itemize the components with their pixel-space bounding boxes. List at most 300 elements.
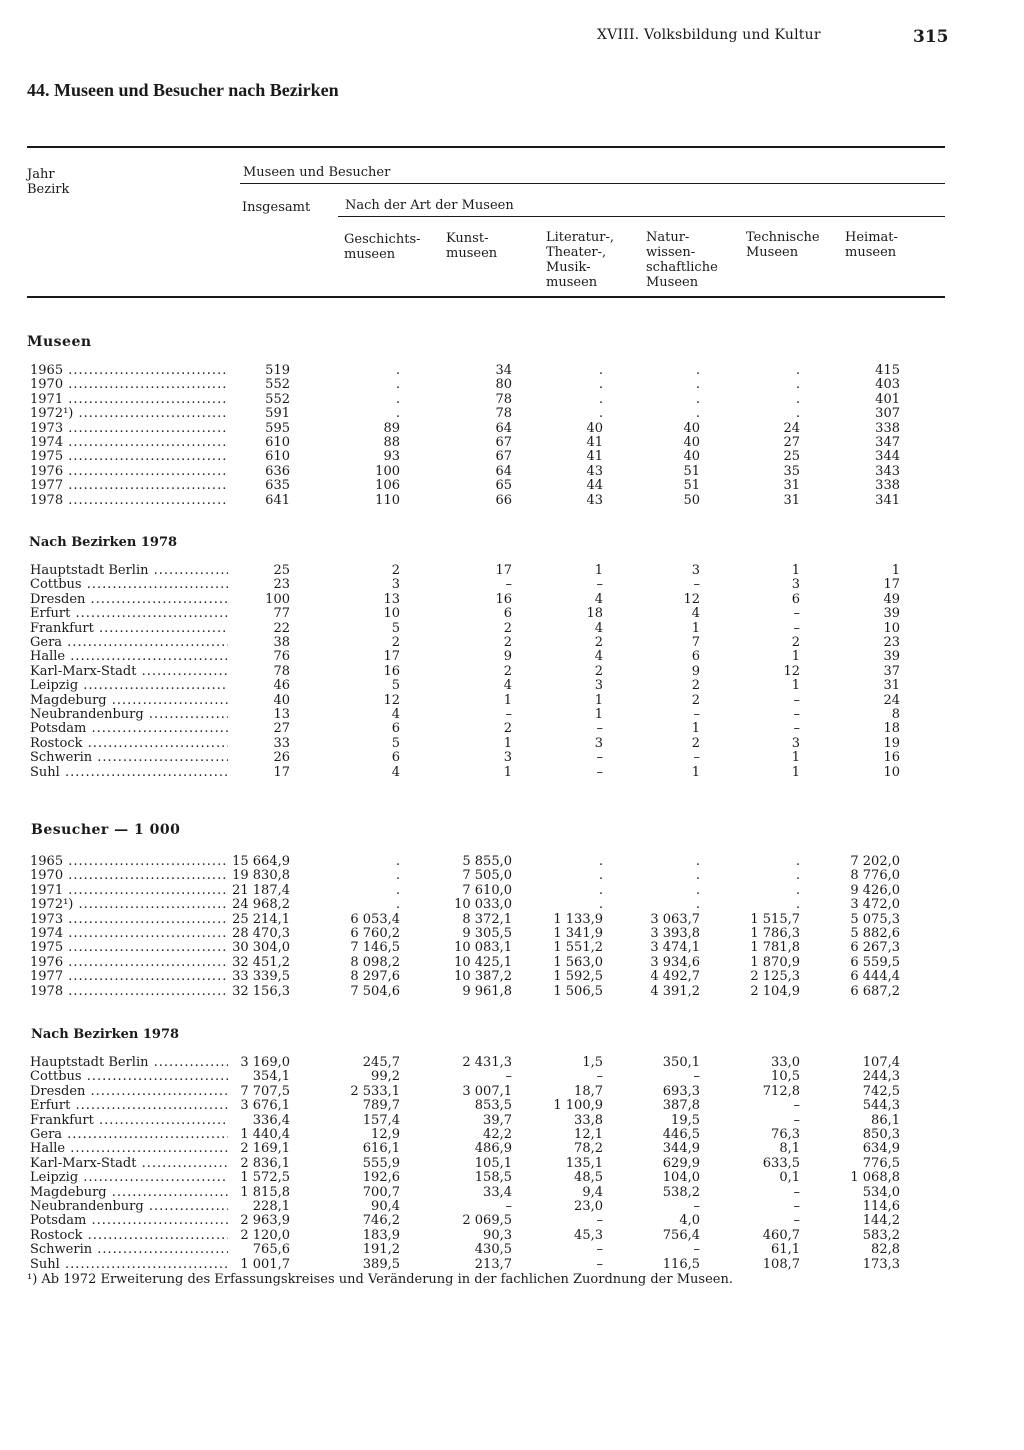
cell-literature: 2	[594, 635, 603, 650]
cell-literature: .	[598, 897, 603, 913]
cell-technical: 1 515,7	[750, 911, 800, 927]
table-row	[0, 854, 1024, 869]
cell-local-history: 1 068,8	[850, 1170, 900, 1186]
table-row	[0, 926, 1024, 941]
cell-literature: 1 341,9	[553, 926, 603, 941]
cell-total: 1 572,5	[240, 1170, 290, 1186]
table-row	[0, 621, 1024, 636]
cell-literature: 1	[594, 692, 603, 708]
cell-total: 519	[265, 363, 290, 378]
cell-natural-science: 104,0	[662, 1170, 700, 1186]
cell-natural-science: .	[695, 868, 700, 884]
table-row	[0, 392, 1024, 407]
row-label: 1972¹) .....	[30, 897, 228, 912]
cell-total: 25 214,1	[232, 911, 290, 927]
cell-local-history: 534,0	[862, 1184, 900, 1200]
cell-local-history: 341	[875, 492, 900, 508]
cell-literature: .	[598, 854, 603, 869]
cell-technical: –	[793, 1213, 800, 1229]
cell-total: 21 187,4	[232, 882, 290, 898]
row-label: Halle .....	[30, 1141, 228, 1156]
cell-art: 853,5	[474, 1098, 512, 1114]
cell-technical: 76,3	[771, 1127, 800, 1142]
cell-natural-science: 1	[691, 620, 700, 636]
cell-technical: .	[795, 868, 800, 884]
row-label: Erfurt .....	[30, 606, 228, 621]
cell-natural-science: 40	[683, 449, 700, 465]
cell-total: 46	[273, 678, 290, 694]
cell-literature: .	[598, 377, 603, 393]
cell-natural-science: 693,3	[662, 1083, 700, 1099]
cell-art: 17	[495, 563, 512, 578]
cell-technical: 1	[791, 649, 800, 665]
table-row	[0, 1084, 1024, 1099]
row-label: Neubrandenburg .....	[30, 1199, 228, 1214]
table-row	[0, 1257, 1024, 1272]
cell-technical: 25	[783, 449, 800, 465]
cell-history: 99,2	[371, 1069, 400, 1085]
cell-history: 12,9	[371, 1127, 400, 1142]
cell-total: 13	[273, 707, 290, 722]
table-row	[0, 577, 1024, 592]
cell-total: 25	[273, 563, 290, 578]
cell-literature: .	[598, 882, 603, 898]
cell-technical: –	[793, 620, 800, 636]
cell-natural-science: 4,0	[679, 1213, 700, 1229]
column-header-natural-science: Natur- wissen- schaftliche Museen	[646, 230, 718, 290]
row-label: 1978 .....	[30, 984, 228, 999]
cell-art: 2	[503, 663, 512, 679]
cell-total: 19 830,8	[232, 868, 290, 884]
row-label: 1970 .....	[30, 377, 228, 392]
cell-local-history: 8 776,0	[850, 868, 900, 884]
cell-history: 4	[391, 707, 400, 722]
cell-technical: 2 104,9	[750, 983, 800, 999]
cell-total: 610	[265, 435, 290, 450]
cell-technical: 10,5	[771, 1069, 800, 1085]
row-label: Leipzig .....	[30, 1170, 228, 1185]
column-header-history: Geschichts- museen	[344, 232, 421, 262]
cell-total: 38	[273, 635, 290, 650]
cell-art: 2 431,3	[462, 1055, 512, 1070]
row-label: 1975 .....	[30, 449, 228, 464]
cell-technical: .	[795, 897, 800, 913]
cell-total: 100	[265, 591, 290, 607]
cell-literature: 4	[594, 649, 603, 665]
cell-history: 2	[391, 563, 400, 578]
cell-literature: 3	[594, 735, 603, 751]
cell-local-history: 173,3	[862, 1256, 900, 1272]
cell-literature: 12,1	[574, 1127, 603, 1142]
cell-history: 700,7	[362, 1184, 400, 1200]
cell-total: 3 169,0	[240, 1055, 290, 1070]
cell-technical: –	[793, 707, 800, 722]
cell-total: 636	[265, 463, 290, 479]
row-label: Suhl .....	[30, 1257, 228, 1272]
cell-art: 1	[503, 764, 512, 780]
table-row	[0, 969, 1024, 984]
cell-local-history: 634,9	[862, 1141, 900, 1157]
cell-total: 17	[273, 764, 290, 780]
cell-literature: .	[598, 363, 603, 378]
cell-history: 191,2	[362, 1242, 400, 1258]
cell-total: 591	[265, 406, 290, 422]
cell-history: 7 146,5	[350, 940, 400, 956]
cell-local-history: 144,2	[862, 1213, 900, 1229]
row-label: Potsdam .....	[30, 1213, 228, 1228]
cell-literature: 1 133,9	[553, 911, 603, 927]
cell-local-history: 31	[883, 678, 900, 694]
table-row	[0, 721, 1024, 736]
table-row	[0, 1098, 1024, 1113]
cell-local-history: 742,5	[862, 1083, 900, 1099]
cell-history: 555,9	[362, 1155, 400, 1171]
cell-art: 486,9	[474, 1141, 512, 1157]
cell-technical: 1 781,8	[750, 940, 800, 956]
row-label: Potsdam .....	[30, 721, 228, 736]
cell-art: 2	[503, 721, 512, 737]
row-label: Cottbus .....	[30, 1069, 228, 1084]
cell-history: 7 504,6	[350, 983, 400, 999]
cell-literature: 3	[594, 678, 603, 694]
cell-natural-science: 19,5	[671, 1112, 700, 1128]
row-label: 1972¹) .....	[30, 406, 228, 421]
cell-history: 93	[383, 449, 400, 465]
cell-local-history: 19	[883, 735, 900, 751]
cell-technical: –	[793, 1199, 800, 1214]
cell-natural-science: .	[695, 897, 700, 913]
table-row	[0, 750, 1024, 765]
cell-total: 635	[265, 478, 290, 494]
table-row	[0, 1156, 1024, 1171]
cell-natural-science: 4 492,7	[650, 969, 700, 985]
cell-local-history: 7 202,0	[850, 854, 900, 869]
group-rule	[240, 183, 945, 184]
cell-local-history: 5 075,3	[850, 911, 900, 927]
row-label: 1973 .....	[30, 912, 228, 927]
cell-literature: .	[598, 868, 603, 884]
cell-local-history: 344	[875, 449, 900, 465]
cell-total: 24 968,2	[232, 897, 290, 913]
cell-natural-science: 344,9	[662, 1141, 700, 1157]
cell-total: 610	[265, 449, 290, 465]
cell-total: 22	[273, 620, 290, 636]
row-label: 1965 .....	[30, 854, 228, 869]
cell-technical: –	[793, 721, 800, 737]
cell-natural-science: 387,8	[662, 1098, 700, 1114]
cell-literature: 78,2	[574, 1141, 603, 1157]
cell-total: 641	[265, 492, 290, 508]
cell-total: 32 156,3	[232, 983, 290, 999]
cell-literature: 1 592,5	[553, 969, 603, 985]
cell-art: 10 083,1	[454, 940, 512, 956]
cell-local-history: 107,4	[862, 1055, 900, 1070]
row-label: Schwerin .....	[30, 750, 228, 765]
cell-history: 90,4	[371, 1199, 400, 1214]
subsection-title-museums-districts: Nach Bezirken 1978	[29, 535, 178, 550]
cell-technical: 24	[783, 420, 800, 436]
table-row	[0, 464, 1024, 479]
cell-technical: 3	[791, 735, 800, 751]
cell-literature: 43	[586, 463, 603, 479]
cell-history: 10	[383, 606, 400, 622]
row-label: 1974 .....	[30, 926, 228, 941]
cell-total: 595	[265, 420, 290, 436]
cell-art: 3	[503, 750, 512, 766]
row-label: Halle .....	[30, 649, 228, 664]
cell-local-history: 6 687,2	[850, 983, 900, 999]
cell-total: 552	[265, 377, 290, 393]
cell-art: 9 961,8	[462, 983, 512, 999]
cell-technical: 35	[783, 463, 800, 479]
table-row	[0, 897, 1024, 912]
cell-history: 5	[391, 678, 400, 694]
row-label: Dresden .....	[30, 1084, 228, 1099]
cell-local-history: 5 882,6	[850, 926, 900, 941]
table-row	[0, 736, 1024, 751]
table-row	[0, 1199, 1024, 1214]
cell-literature: 45,3	[574, 1227, 603, 1243]
table-row	[0, 377, 1024, 392]
cell-history: 12	[383, 692, 400, 708]
cell-art: 1	[503, 692, 512, 708]
cell-natural-science: 116,5	[662, 1256, 700, 1272]
cell-history: .	[395, 882, 400, 898]
header-bottom-rule	[27, 296, 945, 298]
cell-literature: 18,7	[574, 1083, 603, 1099]
cell-literature: 1,5	[582, 1055, 603, 1070]
cell-total: 28 470,3	[232, 926, 290, 941]
cell-natural-science: 3	[691, 563, 700, 578]
cell-art: 42,2	[483, 1127, 512, 1142]
cell-history: 616,1	[362, 1141, 400, 1157]
row-label: Magdeburg .....	[30, 1185, 228, 1200]
cell-technical: 31	[783, 492, 800, 508]
cell-total: 336,4	[252, 1112, 290, 1128]
row-label: 1976 .....	[30, 464, 228, 479]
table-row	[0, 1213, 1024, 1228]
cell-art: 67	[495, 435, 512, 450]
table-row	[0, 421, 1024, 436]
cell-technical: .	[795, 391, 800, 407]
cell-total: 2 963,9	[240, 1213, 290, 1229]
cell-total: 33	[273, 735, 290, 751]
cell-natural-science: 3 393,8	[650, 926, 700, 941]
table-row	[0, 493, 1024, 508]
section-title-museums: Museen	[27, 334, 92, 350]
cell-history: 110	[375, 492, 400, 508]
cell-total: 1 001,7	[240, 1256, 290, 1272]
cell-history: .	[395, 897, 400, 913]
row-label: Hauptstadt Berlin .....	[30, 563, 228, 578]
cell-natural-science: 51	[683, 463, 700, 479]
cell-natural-science: 4 391,2	[650, 983, 700, 999]
cell-technical: –	[793, 1098, 800, 1114]
row-label: Gera .....	[30, 635, 228, 650]
cell-history: 17	[383, 649, 400, 665]
table-row	[0, 868, 1024, 883]
cell-local-history: 86,1	[871, 1112, 900, 1128]
column-header-art: Kunst- museen	[446, 231, 498, 261]
cell-technical: .	[795, 882, 800, 898]
cell-technical: 1	[791, 563, 800, 578]
group-label: Museen und Besucher	[243, 165, 391, 180]
cell-local-history: 9 426,0	[850, 882, 900, 898]
subsection-title-visitors-districts: Nach Bezirken 1978	[31, 1027, 180, 1042]
cell-history: 89	[383, 420, 400, 436]
cell-literature: 1 563,0	[553, 954, 603, 970]
cell-history: 8 098,2	[350, 954, 400, 970]
cell-total: 78	[273, 663, 290, 679]
cell-history: 5	[391, 620, 400, 636]
table-row	[0, 1113, 1024, 1128]
cell-natural-science: .	[695, 882, 700, 898]
cell-literature: 1	[594, 707, 603, 722]
cell-literature: 4	[594, 591, 603, 607]
cell-literature: 9,4	[582, 1184, 603, 1200]
cell-total: 30 304,0	[232, 940, 290, 956]
cell-local-history: 49	[883, 591, 900, 607]
cell-history: .	[395, 854, 400, 869]
row-label: Rostock .....	[30, 736, 228, 751]
row-label: Gera .....	[30, 1127, 228, 1142]
type-group-rule	[338, 216, 945, 217]
cell-literature: 44	[586, 478, 603, 494]
cell-technical: .	[795, 377, 800, 393]
cell-literature: –	[596, 764, 603, 780]
cell-total: 3 676,1	[240, 1098, 290, 1114]
cell-natural-science: 3 474,1	[650, 940, 700, 956]
cell-art: 66	[495, 492, 512, 508]
cell-local-history: 401	[875, 391, 900, 407]
cell-natural-science: 40	[683, 435, 700, 450]
cell-local-history: 39	[883, 649, 900, 665]
table-row	[0, 649, 1024, 664]
cell-natural-science: .	[695, 854, 700, 869]
cell-natural-science: 7	[691, 635, 700, 650]
cell-literature: –	[596, 1069, 603, 1085]
row-label: Frankfurt .....	[30, 1113, 228, 1128]
cell-art: 8 372,1	[462, 911, 512, 927]
running-head: XVIII. Volksbildung und Kultur	[597, 27, 821, 43]
cell-natural-science: 40	[683, 420, 700, 436]
cell-technical: .	[795, 406, 800, 422]
cell-literature: –	[596, 1256, 603, 1272]
cell-art: 1	[503, 735, 512, 751]
cell-local-history: 307	[875, 406, 900, 422]
cell-art: 34	[495, 363, 512, 378]
cell-local-history: 776,5	[862, 1155, 900, 1171]
stub-label-district: Bezirk	[27, 182, 70, 197]
cell-natural-science: 446,5	[662, 1127, 700, 1142]
cell-literature: –	[596, 1213, 603, 1229]
cell-history: 245,7	[362, 1055, 400, 1070]
cell-history: 6	[391, 750, 400, 766]
cell-literature: .	[598, 391, 603, 407]
row-label: 1973 .....	[30, 421, 228, 436]
table-row	[0, 1242, 1024, 1257]
cell-natural-science: 756,4	[662, 1227, 700, 1243]
table-row	[0, 406, 1024, 421]
cell-local-history: 18	[883, 721, 900, 737]
cell-total: 32 451,2	[232, 954, 290, 970]
cell-natural-science: .	[695, 377, 700, 393]
cell-natural-science: .	[695, 363, 700, 378]
type-group-label: Nach der Art der Museen	[345, 198, 514, 213]
cell-total: 2 836,1	[240, 1155, 290, 1171]
total-column-header: Insgesamt	[242, 200, 311, 215]
cell-history: 6 760,2	[350, 926, 400, 941]
table-row	[0, 478, 1024, 493]
table-row	[0, 606, 1024, 621]
cell-technical: 1	[791, 750, 800, 766]
column-header-literature: Literatur-, Theater-, Musik- museen	[546, 230, 615, 290]
cell-local-history: 23	[883, 635, 900, 650]
cell-art: 67	[495, 449, 512, 465]
cell-local-history: 82,8	[871, 1242, 900, 1258]
cell-technical: 460,7	[762, 1227, 800, 1243]
cell-history: 192,6	[362, 1170, 400, 1186]
cell-technical: 61,1	[771, 1242, 800, 1258]
cell-art: –	[505, 1199, 512, 1214]
cell-total: 23	[273, 577, 290, 593]
row-label: 1977 .....	[30, 969, 228, 984]
cell-total: 40	[273, 692, 290, 708]
table-row	[0, 449, 1024, 464]
cell-history: .	[395, 363, 400, 378]
cell-natural-science: 3 063,7	[650, 911, 700, 927]
cell-technical: .	[795, 363, 800, 378]
cell-total: 552	[265, 391, 290, 407]
cell-literature: 2	[594, 663, 603, 679]
cell-technical: –	[793, 1112, 800, 1128]
cell-local-history: 16	[883, 750, 900, 766]
cell-art: 78	[495, 406, 512, 422]
row-label: Karl-Marx-Stadt .....	[30, 664, 228, 679]
cell-natural-science: 2	[691, 735, 700, 751]
cell-art: 39,7	[483, 1112, 512, 1128]
cell-history: 157,4	[362, 1112, 400, 1128]
cell-local-history: 6 267,3	[850, 940, 900, 956]
cell-art: –	[505, 707, 512, 722]
cell-natural-science: 50	[683, 492, 700, 508]
cell-total: 77	[273, 606, 290, 622]
cell-art: 6	[503, 606, 512, 622]
cell-literature: –	[596, 577, 603, 593]
row-label: Erfurt .....	[30, 1098, 228, 1113]
cell-technical: 6	[791, 591, 800, 607]
cell-art: 4	[503, 678, 512, 694]
row-label: Suhl .....	[30, 765, 228, 780]
cell-literature: 41	[586, 435, 603, 450]
cell-natural-science: –	[693, 1199, 700, 1214]
cell-total: 27	[273, 721, 290, 737]
cell-art: 3 007,1	[462, 1083, 512, 1099]
table-row	[0, 664, 1024, 679]
cell-history: 6	[391, 721, 400, 737]
cell-natural-science: –	[693, 1242, 700, 1258]
row-label: Dresden .....	[30, 592, 228, 607]
table-row	[0, 912, 1024, 927]
cell-technical: –	[793, 692, 800, 708]
cell-art: 10 425,1	[454, 954, 512, 970]
cell-art: –	[505, 577, 512, 593]
table-row	[0, 765, 1024, 780]
cell-history: 2 533,1	[350, 1083, 400, 1099]
cell-art: 2	[503, 635, 512, 650]
cell-literature: 33,8	[574, 1112, 603, 1128]
row-label: Rostock .....	[30, 1228, 228, 1243]
